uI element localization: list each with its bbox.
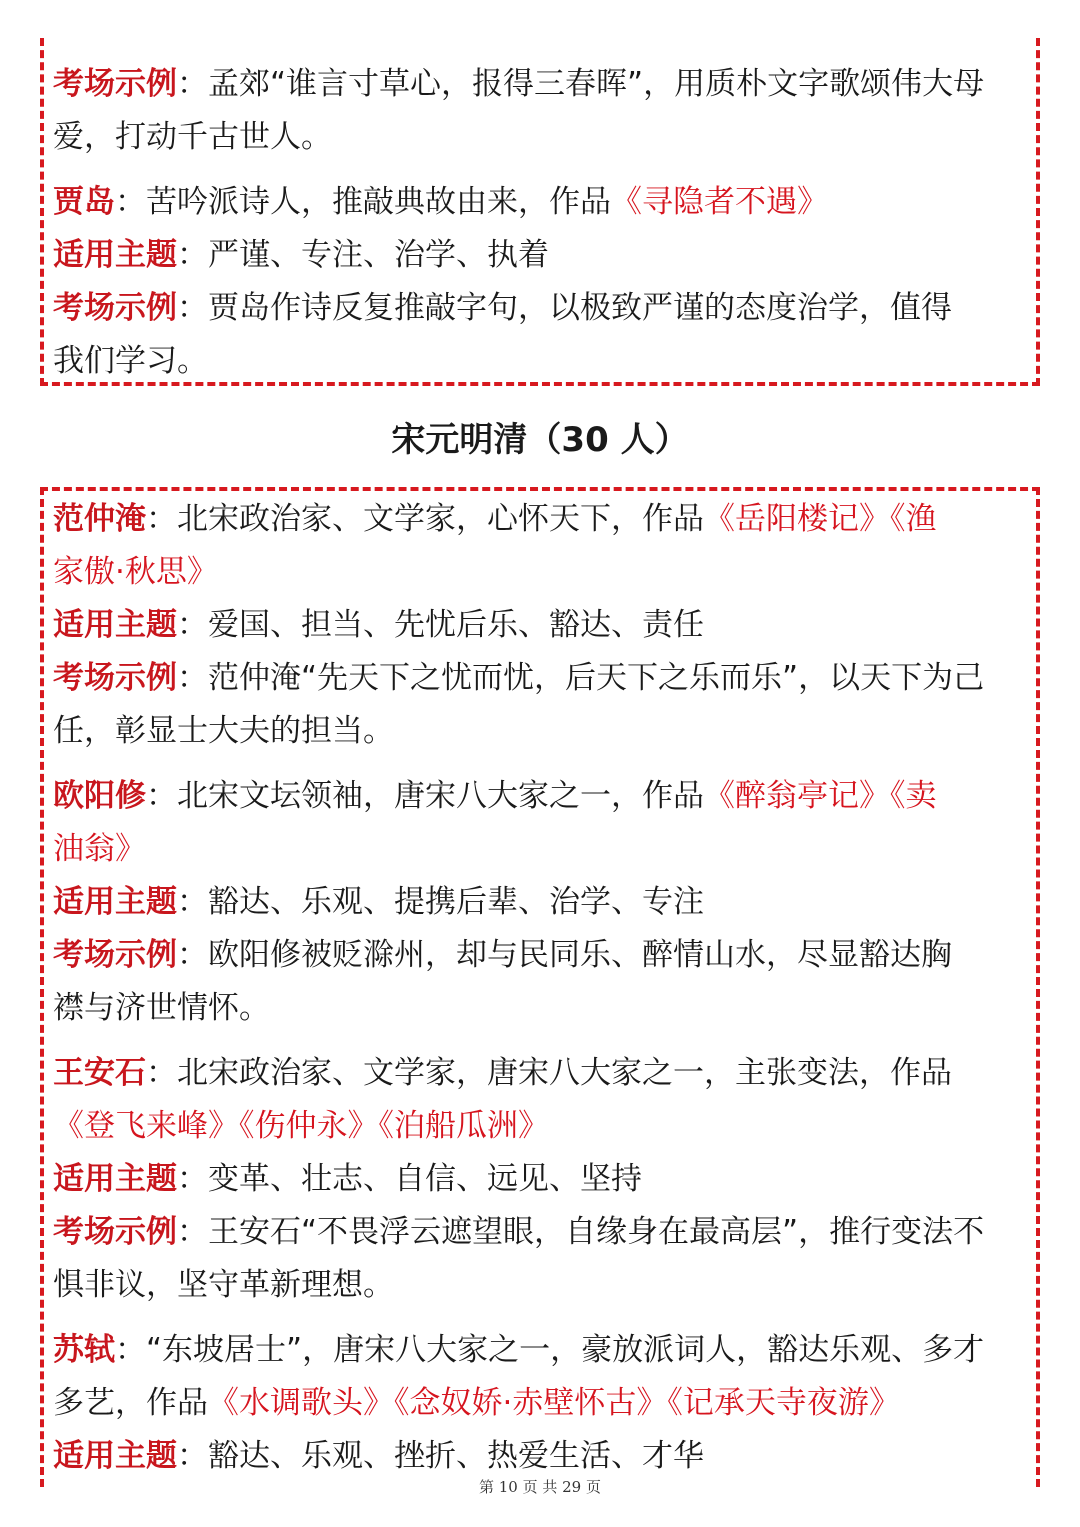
- section-title: 宋元明清（30 人）: [391, 420, 689, 460]
- example-label: 考场示例: [53, 290, 177, 326]
- jiadao-intro: 贾岛：苦吟派诗人，推敲典故由来，作品《寻隐者不遇》: [53, 184, 828, 220]
- fan-theme: 适用主题：爱国、担当、先忧后乐、豁达、责任: [53, 607, 704, 643]
- example-label: 考场示例: [53, 937, 177, 973]
- wang-works-line2: 《登飞来峰》《伤仲永》《泊船瓜洲》: [53, 1108, 549, 1144]
- su-theme: 适用主题：豁达、乐观、挫折、热爱生活、才华: [53, 1438, 704, 1474]
- example-label: 考场示例: [53, 660, 177, 696]
- fan-example-line1: 考场示例：范仲淹“先天下之忧而忧，后天下之乐而乐”，以天下为己: [53, 660, 985, 696]
- person-name-ouyang: 欧阳修: [53, 778, 146, 814]
- theme-label: 适用主题: [53, 607, 177, 643]
- fan-intro-line1: 范仲淹：北宋政治家、文学家，心怀天下，作品《岳阳楼记》《渔: [53, 501, 937, 537]
- theme-label: 适用主题: [53, 1438, 177, 1474]
- page-number-footer: 第 10 页 共 29 页: [478, 1478, 601, 1496]
- theme-label: 适用主题: [53, 884, 177, 920]
- mengjiao-example-line1: 考场示例：孟郊“谁言寸草心，报得三春晖”，用质朴文字歌颂伟大母: [53, 66, 985, 102]
- wang-example-line2: 惧非议，坚守革新理想。: [53, 1267, 394, 1303]
- wang-theme: 适用主题：变革、壮志、自信、远见、坚持: [53, 1161, 642, 1197]
- works-title: 《醉翁亭记》《卖: [704, 778, 937, 814]
- jiadao-example-line1: 考场示例：贾岛作诗反复推敲字句，以极致严谨的态度治学，值得: [53, 290, 952, 326]
- wang-intro-line1: 王安石：北宋政治家、文学家，唐宋八大家之一，主张变法，作品: [53, 1055, 952, 1091]
- fan-works-line2: 家傲·秋思》: [53, 554, 218, 590]
- person-name-su: 苏轼: [53, 1332, 115, 1368]
- works-title: 《岳阳楼记》《渔: [704, 501, 937, 537]
- ouyang-works-line2: 油翁》: [53, 831, 146, 867]
- upper-card: [40, 38, 1040, 386]
- ouyang-theme: 适用主题：豁达、乐观、提携后辈、治学、专注: [53, 884, 704, 920]
- su-intro-line2: 多艺，作品《水调歌头》《念奴娇·赤壁怀古》《记承天寺夜游》: [53, 1385, 900, 1421]
- ouyang-example-line1: 考场示例：欧阳修被贬滁州，却与民同乐、醉情山水，尽显豁达胸: [53, 937, 952, 973]
- theme-label: 适用主题: [53, 237, 177, 273]
- person-name-wang: 王安石: [53, 1055, 146, 1091]
- fan-example-line2: 任，彰显士大夫的担当。: [53, 713, 394, 749]
- wang-example-line1: 考场示例：王安石“不畏浮云遮望眼，自缘身在最高层”，推行变法不: [53, 1214, 985, 1250]
- works-title: 《水调歌头》《念奴娇·赤壁怀古》《记承天寺夜游》: [208, 1385, 900, 1421]
- theme-label: 适用主题: [53, 1161, 177, 1197]
- mengjiao-example-line2: 爱，打动千古世人。: [53, 119, 332, 155]
- lower-card: [40, 487, 1040, 1487]
- su-intro-line1: 苏轼：“东坡居士”，唐宋八大家之一，豪放派词人，豁达乐观、多才: [53, 1332, 985, 1368]
- person-name-jiadao: 贾岛: [53, 184, 115, 220]
- ouyang-intro-line1: 欧阳修：北宋文坛领袖，唐宋八大家之一，作品《醉翁亭记》《卖: [53, 778, 937, 814]
- jiadao-example-line2: 我们学习。: [53, 343, 208, 379]
- example-label: 考场示例: [53, 66, 177, 102]
- works-title: 《寻隐者不遇》: [611, 184, 828, 220]
- person-name-fan: 范仲淹: [53, 501, 146, 537]
- ouyang-example-line2: 襟与济世情怀。: [53, 990, 270, 1026]
- jiadao-theme: 适用主题：严谨、专注、治学、执着: [53, 237, 549, 273]
- example-label: 考场示例: [53, 1214, 177, 1250]
